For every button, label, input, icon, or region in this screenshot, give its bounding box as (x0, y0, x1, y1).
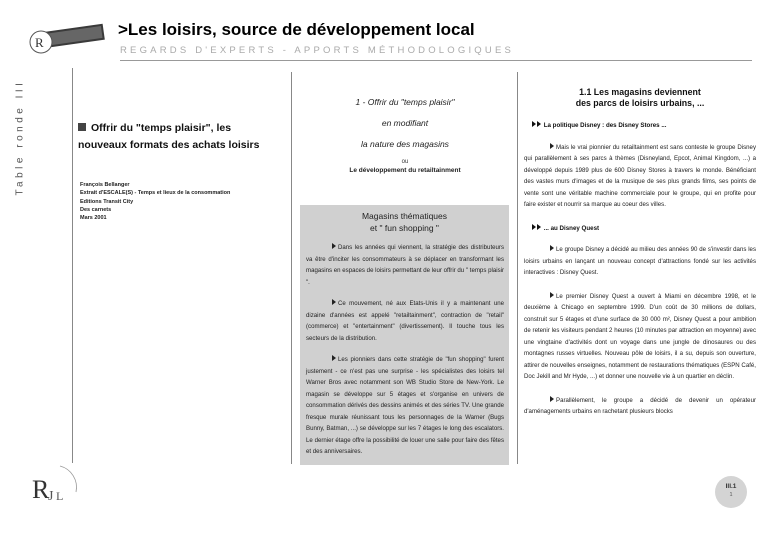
column2-heading-or: ou (401, 159, 409, 165)
paragraph (524, 291, 756, 383)
column1-title-text: Offrir du "temps plaisir", les nouveaux formats des achats loisirs (78, 122, 260, 151)
paragraph-text: Les pionniers dans cette stratégie de "fun shopping" furent justement - ce n'est pas une surprise - les spécialistes des loisirs tel Warner Bros avec notamment son WB Studio Store de New-York. Le magasin se développe sur 5 étages et s'organise en univers de consommation dérivés des dessins animés et des séries TV. Une grande fresque murale réunissant tous les personnages de la Warner (Bugs Bunny, Batman, ...) se développe sur les 7 étages le long des escalators. Le dernier étage offre la possibilité de louer une salle pour faire des fêtes et des anniversaires. (306, 356, 504, 455)
paragraph-text: Mais le vrai pionnier du retailtainment est sans conteste le groupe Disney qui parallèlement à ses parcs à thèmes (Disneyland, Epcot, Animal Kingdom, ...) a développé depuis 1989 plus de 600 Disney Stores à travers le monde. Bénéficiant des vastes murs d'images et de la musique de ses plus grands films, ses points de vente sont une véritable machine commerciale pour le groupe, qui en profite pour faire exister et nourrir sa marque au coeur des villes. (524, 143, 756, 208)
subheading-text: ... au Disney Quest (543, 224, 600, 232)
highlight-box-title (300, 210, 509, 234)
paragraph-text: Ce mouvement, né aux Etats-Unis il y a maintenant une dizaine d'années est appelé "retailtainment", contraction de "retail" (commerce) et "entertainment" (divertissement). Il touche tous les secteurs de la distribution. (306, 300, 504, 342)
highlight-box-title-line1: Magasins thématiques (361, 211, 448, 221)
column3-heading-line1: 1.1 Les magasins deviennent (579, 87, 701, 97)
column3-body (524, 120, 756, 430)
svg-text:L: L (56, 489, 64, 503)
paragraph-text: Le groupe Disney a décidé au milieu des années 90 de s'investir dans les loisirs urbains en lançant un nouveau concept d'attractions fondé sur les activités interactives : Disney Quest. (524, 246, 756, 276)
sidebar-vertical-label: Table ronde III (14, 79, 26, 196)
page-section: III.1 (725, 483, 737, 490)
column1-divider (72, 68, 73, 463)
paragraph (524, 244, 756, 279)
arrow-bullet-icon (550, 143, 554, 149)
header-logo (28, 20, 106, 62)
column1-title (78, 120, 278, 154)
subheading-text: La politique Disney : des Disney Stores ... (543, 122, 667, 129)
arrow-bullet-icon (550, 245, 554, 251)
page-title: >Les loisirs, source de développement local (118, 20, 475, 39)
svg-text:R: R (35, 35, 44, 50)
paragraph (306, 242, 504, 288)
svg-text:J: J (48, 489, 54, 504)
paragraph-text: Parallèlement, le groupe a décidé de devenir un opérateur d'aménagements urbains en rachetant plusieurs blocks (524, 396, 756, 415)
column2-divider (291, 72, 292, 464)
double-arrow-icon (537, 121, 541, 127)
arrow-bullet-icon (332, 243, 336, 249)
paragraph (306, 298, 504, 344)
paragraph-text: Dans les années qui viennent, la stratégie des distributeurs va être d'inciter les consommateurs à se déplacer en transformant les magasins en espaces de loisirs permettant de leur offrir du " temps plaisir ". (306, 244, 504, 286)
column3-divider (517, 72, 518, 464)
column2-heading (300, 95, 510, 176)
highlight-box-body (306, 242, 504, 468)
subheading (532, 120, 756, 132)
meta-date: Mars 2001 (80, 215, 107, 222)
column2-heading-line3: la nature des magasins (361, 139, 449, 149)
meta-source: Extrait d'ESCALE(S) - Temps et lieux de la consommation (80, 190, 231, 197)
source-meta (80, 181, 280, 222)
double-arrow-icon (532, 121, 536, 127)
double-arrow-icon (537, 224, 541, 230)
page-number-badge (715, 476, 747, 508)
column2-heading-line1: 1 - Offrir du "temps plaisir" (355, 97, 455, 107)
column3-heading (524, 87, 756, 109)
paragraph-text: Le premier Disney Quest a ouvert à Miami en décembre 1998, et le deuxième à Chicago en septembre 1999. D'un coût de 30 millions de dollars, construit sur 5 étages et d'une surface de 30 000 m², Disney Quest a pour ambition de retenir les visiteurs pendant 2 heures (10 minutes par attraction en moyenne) avec une vingtaine d'activités dont un voyage dans une jungle de dinosaures ou des montagnes russes virtuelles. Nouveau pôle de loisirs, il a su, depuis son ouverture, attirer de nouvelles enseignes, notamment de restaurations thématiques (ESPN Café, Doc Jekill and Mr Hyde, ...) et donner une nouvelle vie à un quartier en déclin. (524, 292, 756, 380)
paragraph (524, 142, 756, 211)
square-bullet-icon (78, 123, 86, 131)
subheading (532, 223, 756, 235)
arrow-bullet-icon (550, 292, 554, 298)
meta-collection: Des carnets (80, 206, 112, 213)
page-subtitle: REGARDS D'EXPERTS - APPORTS MÉTHODOLOGIQUES (120, 45, 515, 56)
svg-text:R: R (32, 475, 50, 504)
sidebar (0, 80, 40, 200)
column2-heading-line2: en modifiant (381, 118, 429, 128)
meta-author: François Bellanger (80, 182, 130, 188)
column3-heading-line2: des parcs de loisirs urbains, ... (575, 98, 705, 108)
header-divider (120, 60, 752, 61)
double-arrow-icon (532, 224, 536, 230)
paragraph (306, 354, 504, 458)
arrow-bullet-icon (550, 396, 554, 402)
paragraph (524, 395, 756, 418)
arrow-bullet-icon (332, 355, 336, 361)
page-number: 1 (729, 492, 733, 498)
footer-logo (30, 462, 80, 512)
arrow-bullet-icon (332, 299, 336, 305)
highlight-box-title-line2: et " fun shopping " (370, 223, 439, 233)
meta-publisher: Editions Transit City (80, 198, 134, 205)
column2-heading-subtitle: Le développement du retailtainment (349, 167, 461, 174)
